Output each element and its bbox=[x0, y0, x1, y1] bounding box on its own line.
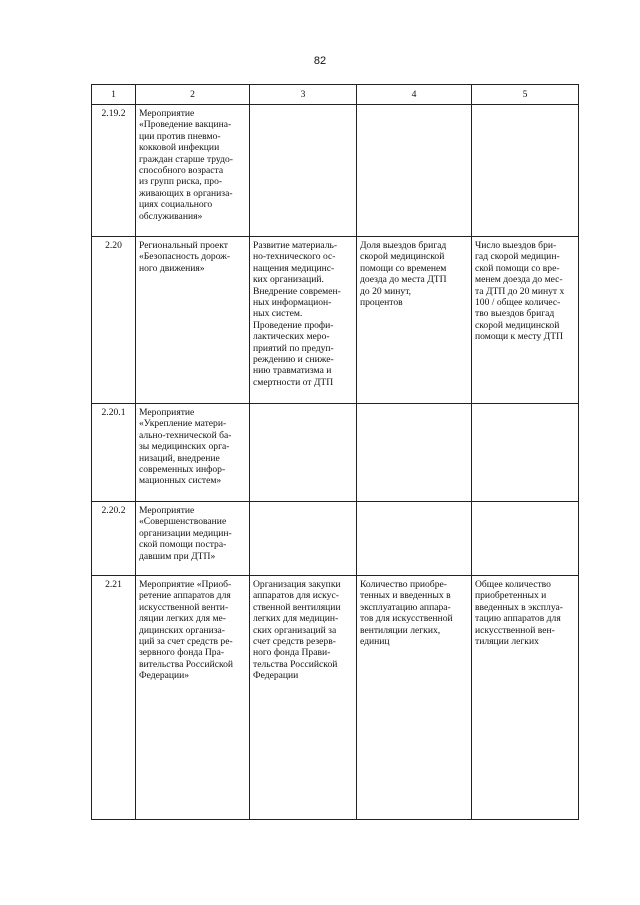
description-cell: Развитие материаль- но-технического ос- нащения медицинс- ких организаций. Внедрение современ- ных информацион- ных систем. Проведение профи- лактических меро- приятий по предуп- реждению и сниже- нию травматизма и смертности от ДТП bbox=[250, 237, 357, 404]
description-cell: Организация закупки аппаратов для искус- ственной вентиляции легких для медицин- ских организаций за счет средств резерв- ного фонда Прави- тельства Российской Федерации bbox=[250, 576, 357, 820]
description-cell bbox=[250, 502, 357, 576]
row-number: 2.20.2 bbox=[92, 502, 136, 576]
table-row bbox=[92, 404, 579, 502]
table-row bbox=[92, 576, 579, 820]
page-number: 82 bbox=[313, 55, 327, 67]
column-header-1: 1 bbox=[92, 85, 136, 105]
column-header-3: 3 bbox=[250, 85, 357, 105]
row-number: 2.19.2 bbox=[92, 105, 136, 237]
table-row bbox=[92, 502, 579, 576]
column-header-2: 2 bbox=[136, 85, 250, 105]
row-number: 2.21 bbox=[92, 576, 136, 820]
table-row bbox=[92, 105, 579, 237]
row-number: 2.20 bbox=[92, 237, 136, 404]
calculation-cell bbox=[472, 502, 579, 576]
column-header-5: 5 bbox=[472, 85, 579, 105]
event-name-cell: Мероприятие «Совершенствование организации медицин- ской помощи постра- давшим при ДТП» bbox=[136, 502, 250, 576]
table-header-row bbox=[92, 85, 579, 105]
column-header-4: 4 bbox=[357, 85, 472, 105]
event-name-cell: Мероприятие «Укрепление матери- ально-технической ба- зы медицинских орга- низаций, внедрение современных инфор- мационных систем» bbox=[136, 404, 250, 502]
calculation-cell: Число выездов бри- гад скорой медицин- ской помощи со вре- менем доезда до мес- та ДТП до 20 минут х 100 / общее количес- тво выездов бригад скорой медицинской помощи к месту ДТП bbox=[472, 237, 579, 404]
row-number: 2.20.1 bbox=[92, 404, 136, 502]
indicator-cell: Количество приобре- тенных и введенных в эксплуатацию аппара- тов для искусственной вентиляции легких, единиц bbox=[357, 576, 472, 820]
indicator-cell bbox=[357, 105, 472, 237]
calculation-cell: Общее количество приобретенных и введенных в эксплуа- тацию аппаратов для искусственной вен- тиляции легких bbox=[472, 576, 579, 820]
indicator-cell bbox=[357, 502, 472, 576]
table-row bbox=[92, 237, 579, 404]
event-name-cell: Мероприятие «Проведение вакцина- ции против пневмо- кокковой инфекции граждан старше трудо- способного возраста из групп риска, про- живающих в организа- циях социального обслуживания» bbox=[136, 105, 250, 237]
calculation-cell bbox=[472, 404, 579, 502]
calculation-cell bbox=[472, 105, 579, 237]
indicator-cell bbox=[357, 404, 472, 502]
indicator-cell: Доля выездов бригад скорой медицинской помощи со временем доезда до места ДТП до 20 минут, процентов bbox=[357, 237, 472, 404]
description-cell bbox=[250, 404, 357, 502]
description-cell bbox=[250, 105, 357, 237]
indicator-table bbox=[91, 84, 579, 820]
event-name-cell: Региональный проект «Безопасность дорож- ного движения» bbox=[136, 237, 250, 404]
event-name-cell: Мероприятие «Приоб- ретение аппаратов для искусственной венти- ляции легких для ме- дицинских организа- ций за счет средств ре- зервного фонда Пра- вительства Российской Федерации» bbox=[136, 576, 250, 820]
